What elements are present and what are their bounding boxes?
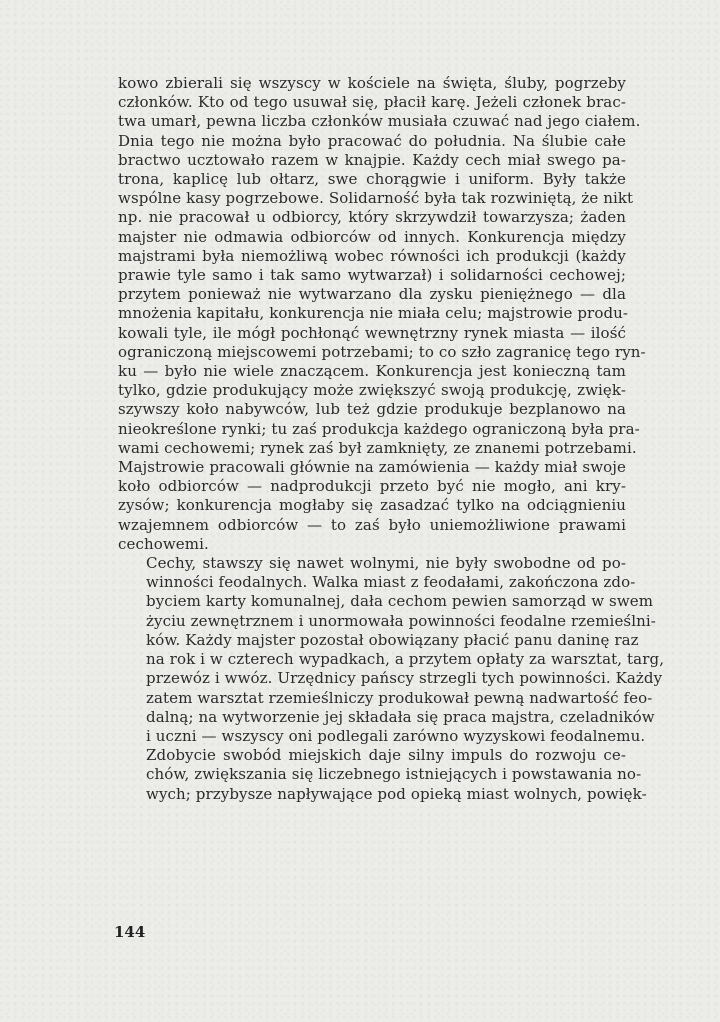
text-line: Dnia tego nie można było pracować do południa. Na ślubie całe (118, 131, 626, 150)
text-line: kowali tyle, ile mógł pochłonąć wewnętrzny rynek miasta — ilość (118, 323, 626, 342)
text-line: cechowemi. (118, 534, 209, 553)
text-line: bractwo ucztowało razem w knajpie. Każdy cech miał swego pa- (118, 150, 626, 169)
text-line: ku — było nie wiele znaczącem. Konkurencja jest konieczną tam (118, 362, 626, 381)
text-line: ograniczoną miejscowemi potrzebami; to co szło zagranicę tego ryn- (118, 342, 646, 361)
text-line: majstrami była niemożliwą wobec równości ich produkcji (każdy (118, 246, 626, 265)
text-line: ków. Każdy majster pozostał obowiązany płacić panu daninę raz (146, 630, 639, 649)
text-line: wych; przybysze napływające pod opieką miast wolnych, powięk- (146, 784, 647, 803)
text-line: kowo zbierali się wszyscy w kościele na święta, śluby, pogrzeby (118, 74, 626, 92)
text-line: wami cechowemi; rynek zaś był zamknięty, ze znanemi potrzebami. (118, 438, 637, 457)
text-line: majster nie odmawia odbiorców od innych. Konkurencja między (118, 227, 626, 246)
text-line: twa umarł, pewna liczba członków musiała czuwać nad jego ciałem. (118, 112, 641, 131)
text-line: byciem karty komunalnej, dała cechom pewien samorząd w swem (146, 592, 654, 611)
paragraph (118, 554, 665, 746)
text-line: wspólne kasy pogrzebowe. Solidarność była tak rozwiniętą, że nikt (118, 189, 634, 208)
text-line: koło odbiorców — nadprodukcji przeto być nie mogło, ani kry- (118, 477, 626, 496)
text-line: Majstrowie pracowali głównie na zamówienia — każdy miał swoje (118, 458, 626, 477)
text-line: zysów; konkurencja mogłaby się zasadzać tylko na odciągnieniu (118, 496, 626, 515)
text-line: np. nie pracował u odbiorcy, który skrzywdził towarzysza; żaden (118, 208, 626, 227)
paragraph (118, 746, 647, 804)
page-number: 144 (114, 923, 146, 941)
text-line: życiu zewnętrznem i unormowała powinności feodalne rzemieślni- (146, 611, 656, 630)
text-line: winności feodalnych. Walka miast z feodałami, zakończona zdo- (146, 573, 636, 592)
text-line: członków. Kto od tego usuwał się, płacił karę. Jeżeli członek brac- (118, 93, 626, 112)
text-line: i uczni — wszyscy oni podlegali zarówno wyzyskowi feodalnemu. (146, 726, 646, 745)
text-line: tylko, gdzie produkujący może zwiększyć swoją produkcję, zwięk- (118, 381, 626, 400)
text-line: chów, zwiększania się liczebnego istniejących i powstawania no- (146, 765, 642, 784)
text-line: mnożenia kapitału, konkurencja nie miała celu; majstrowie produ- (118, 304, 629, 323)
text-line: przewóz i wwóz. Urzędnicy pańscy strzegli tych powinności. Każdy (146, 669, 663, 688)
text-line: Cechy, stawszy się nawet wolnymi, nie były swobodne od po- (146, 554, 626, 573)
paragraph (118, 74, 646, 554)
text-line: Zdobycie swobód miejskich daje silny impuls do rozwoju ce- (146, 746, 626, 765)
text-line: na rok i w czterech wypadkach, a przytem opłaty za warsztat, targ, (146, 650, 665, 669)
text-line: prawie tyle samo i tak samo wytwarzał) i solidarności cechowej; (118, 266, 626, 285)
body-text (118, 74, 665, 804)
text-line: przytem ponieważ nie wytwarzano dla zysku pieniężnego — dla (118, 285, 626, 304)
text-line: trona, kaplicę lub ołtarz, swe chorągwie i uniform. Były także (118, 170, 626, 189)
text-line: wzajemnem odbiorców — to zaś było uniemożliwione prawami (118, 515, 626, 534)
text-line: dalną; na wytworzenie jej składała się praca majstra, czeladników (146, 707, 655, 726)
text-line: szywszy koło nabywców, lub też gdzie produkuje bezplanowo na (118, 400, 626, 419)
text-line: zatem warsztat rzemieślniczy produkował pewną nadwartość feo- (146, 688, 653, 707)
text-line: nieokreślone rynki; tu zaś produkcja każdego ograniczoną była pra- (118, 419, 640, 438)
